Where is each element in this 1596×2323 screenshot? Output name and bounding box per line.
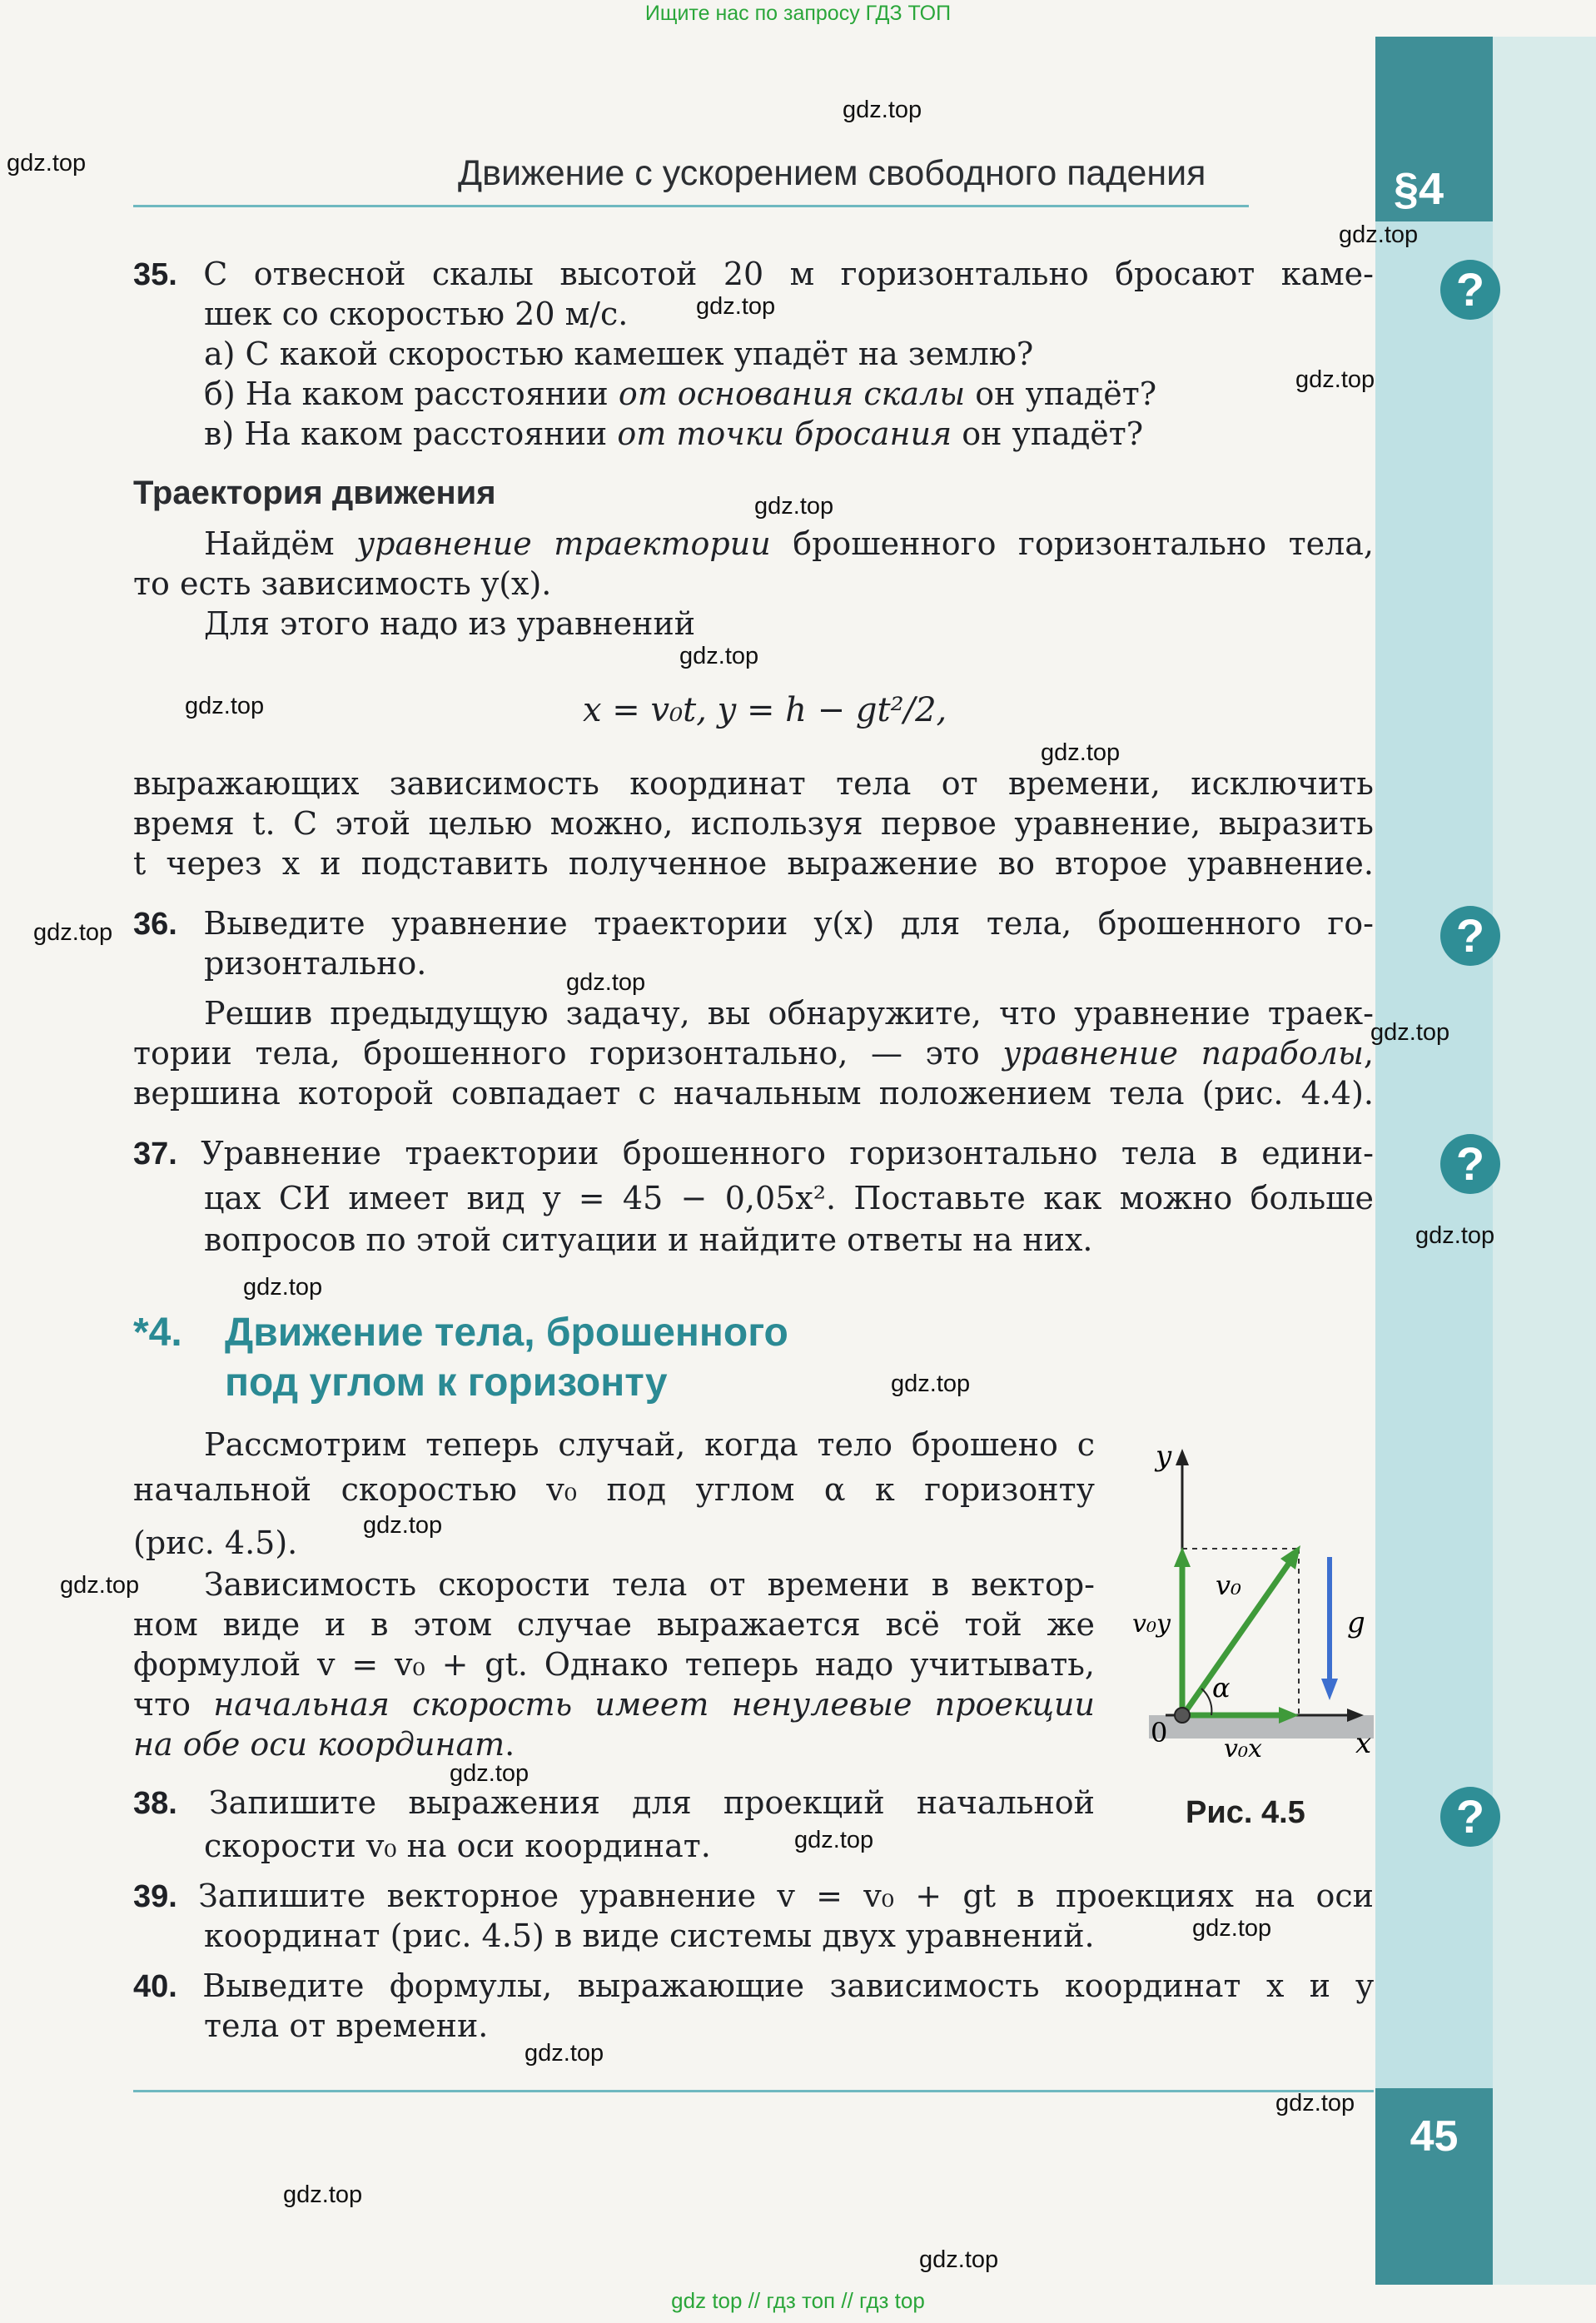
- watermark: gdz.top: [1370, 1019, 1450, 1046]
- paragraph-line: на обе оси координат.: [133, 1726, 515, 1763]
- problem-40-line: 40. Выведите формулы, выражающие зависимость координат x и y: [133, 1967, 1374, 2004]
- problem-40-line: тела от времени.: [204, 2007, 489, 2044]
- watermark: gdz.top: [679, 643, 759, 669]
- bottom-banner[interactable]: gdz top // гдз топ // гдз top: [671, 2288, 925, 2313]
- watermark: gdz.top: [1041, 739, 1121, 766]
- running-head: Движение с ускорением свободного падения: [458, 153, 1206, 193]
- watermark: gdz.top: [891, 1370, 971, 1397]
- page-number-tab: [1375, 2088, 1493, 2285]
- paragraph-line: ном виде и в этом случае выражается всё той же: [133, 1606, 1095, 1643]
- trajectory-formula: x = v₀t, y = h − gt²/2,: [583, 691, 947, 729]
- paragraph-line: тории тела, брошенного горизонтально, — это уравнение параболы,: [133, 1035, 1374, 1072]
- page-number: 45: [1410, 2112, 1459, 2161]
- watermark: gdz.top: [1339, 221, 1419, 248]
- v0y-label: v₀y: [1132, 1609, 1171, 1639]
- watermark: gdz.top: [1192, 1915, 1272, 1942]
- problem-38-line: скорости v₀ на оси координат.: [204, 1828, 711, 1864]
- paragraph-line: формулой v = v₀ + gt. Однако теперь надо учитывать,: [133, 1646, 1095, 1683]
- paragraph-line: начальной скоростью v₀ под углом α к горизонту: [133, 1471, 1095, 1508]
- x-axis-label: x: [1355, 1727, 1372, 1760]
- alpha-label: α: [1212, 1672, 1231, 1704]
- section-number: §4: [1394, 164, 1444, 214]
- y-axis-label: y: [1156, 1440, 1172, 1473]
- question-icon: ?: [1440, 1134, 1500, 1194]
- paragraph-line: (рис. 4.5).: [133, 1525, 298, 1561]
- y-axis-arrowhead: [1176, 1449, 1189, 1465]
- paragraph-line: время t. С этой целью можно, используя первое уравнение, выразить: [133, 805, 1374, 842]
- question-icon: ?: [1440, 1787, 1500, 1847]
- paragraph-line: Для этого надо из уравнений: [204, 605, 696, 642]
- section-star: *4.: [133, 1311, 182, 1355]
- v0x-label: v₀x: [1224, 1734, 1262, 1763]
- watermark: gdz.top: [843, 97, 922, 123]
- section-tab: [1375, 37, 1493, 221]
- watermark: gdz.top: [1415, 1222, 1495, 1249]
- watermark: gdz.top: [525, 2040, 604, 2067]
- section-title-line1: Движение тела, брошенного: [225, 1311, 788, 1355]
- watermark: gdz.top: [60, 1572, 140, 1599]
- paragraph-line: Решив предыдущую задачу, вы обнаружите, что уравнение траек-: [204, 995, 1374, 1032]
- watermark: gdz.top: [363, 1512, 443, 1539]
- problem-number: 35.: [133, 257, 177, 292]
- question-icon: ?: [1440, 906, 1500, 966]
- origin-label: 0: [1151, 1717, 1168, 1748]
- watermark: gdz.top: [1295, 366, 1375, 393]
- v0-label: v₀: [1216, 1569, 1241, 1601]
- section-title-line2: под углом к горизонту: [225, 1360, 668, 1405]
- footer-rule: [133, 2090, 1374, 2092]
- subheading-trajectory: Траектория движения: [133, 475, 496, 511]
- problem-39-line: координат (рис. 4.5) в виде системы двух уравнений.: [204, 1918, 1095, 1954]
- watermark: gdz.top: [794, 1827, 874, 1853]
- watermark: gdz.top: [7, 150, 87, 177]
- problem-37-line: 37. Уравнение траектории брошенного горизонтально тела в едини-: [133, 1135, 1374, 1171]
- paragraph-line: Найдём уравнение траектории брошенного горизонтально тела,: [204, 525, 1374, 562]
- question-icon: ?: [1440, 260, 1500, 320]
- problem-37-line: вопросов по этой ситуации и найдите ответы на них.: [204, 1221, 1093, 1258]
- g-arrowhead: [1321, 1679, 1338, 1700]
- problem-36-line: 36. Выведите уравнение траектории y(x) для тела, брошенного го-: [133, 905, 1374, 942]
- watermark: gdz.top: [1275, 2090, 1355, 2117]
- watermark: gdz.top: [283, 2181, 363, 2208]
- problem-35-line: шек со скоростью 20 м/с.: [204, 296, 629, 332]
- paragraph-line: то есть зависимость y(x).: [133, 565, 552, 602]
- problem-39-line: 39. Запишите векторное уравнение v = v₀ + gt в проекциях на оси: [133, 1878, 1374, 1914]
- paragraph-line: вершина которой совпадает с начальным положением тела (рис. 4.4).: [133, 1075, 1374, 1112]
- paragraph-line: что начальная скорость имеет ненулевые проекции: [133, 1686, 1095, 1723]
- watermark: gdz.top: [919, 2246, 999, 2273]
- v0y-arrowhead: [1174, 1547, 1191, 1567]
- watermark: gdz.top: [243, 1274, 323, 1301]
- watermark: gdz.top: [566, 969, 646, 996]
- problem-35-line: 35. С отвесной скалы высотой 20 м горизонтально бросают каме-: [133, 256, 1374, 292]
- paragraph-line: Зависимость скорости тела от времени в вектор-: [204, 1566, 1095, 1603]
- problem-38-line: 38. Запишите выражения для проекций начальной: [133, 1784, 1095, 1821]
- g-label: g: [1347, 1606, 1365, 1639]
- watermark: gdz.top: [33, 919, 113, 946]
- alpha-arc: [1201, 1689, 1211, 1715]
- problem-35-c: в) На каком расстоянии от точки бросания он упадёт?: [204, 415, 1144, 452]
- watermark: gdz.top: [696, 293, 776, 320]
- paragraph-line: выражающих зависимость координат тела от времени, исключить: [133, 765, 1374, 802]
- figure-4-5: [1132, 1432, 1382, 1765]
- problem-36-line: ризонтально.: [204, 945, 427, 982]
- thrown-body: [1175, 1708, 1190, 1723]
- watermark: gdz.top: [185, 693, 265, 719]
- problem-35-b: б) На каком расстоянии от основания скалы он упадёт?: [204, 376, 1157, 412]
- header-rule: [133, 205, 1249, 207]
- watermark: gdz.top: [754, 493, 834, 520]
- top-banner[interactable]: Ищите нас по запросу ГДЗ ТОП: [644, 2, 952, 25]
- figure-caption: Рис. 4.5: [1186, 1795, 1305, 1830]
- paragraph-line: t через x и подставить полученное выражение во второе уравнение.: [133, 845, 1374, 882]
- watermark: gdz.top: [450, 1760, 530, 1787]
- problem-37-line: цах СИ имеет вид y = 45 − 0,05x². Поставьте как можно больше: [204, 1180, 1374, 1216]
- problem-35-a: а) С какой скоростью камешек упадёт на землю?: [204, 336, 1034, 372]
- paragraph-line: Рассмотрим теперь случай, когда тело брошено с: [204, 1426, 1095, 1463]
